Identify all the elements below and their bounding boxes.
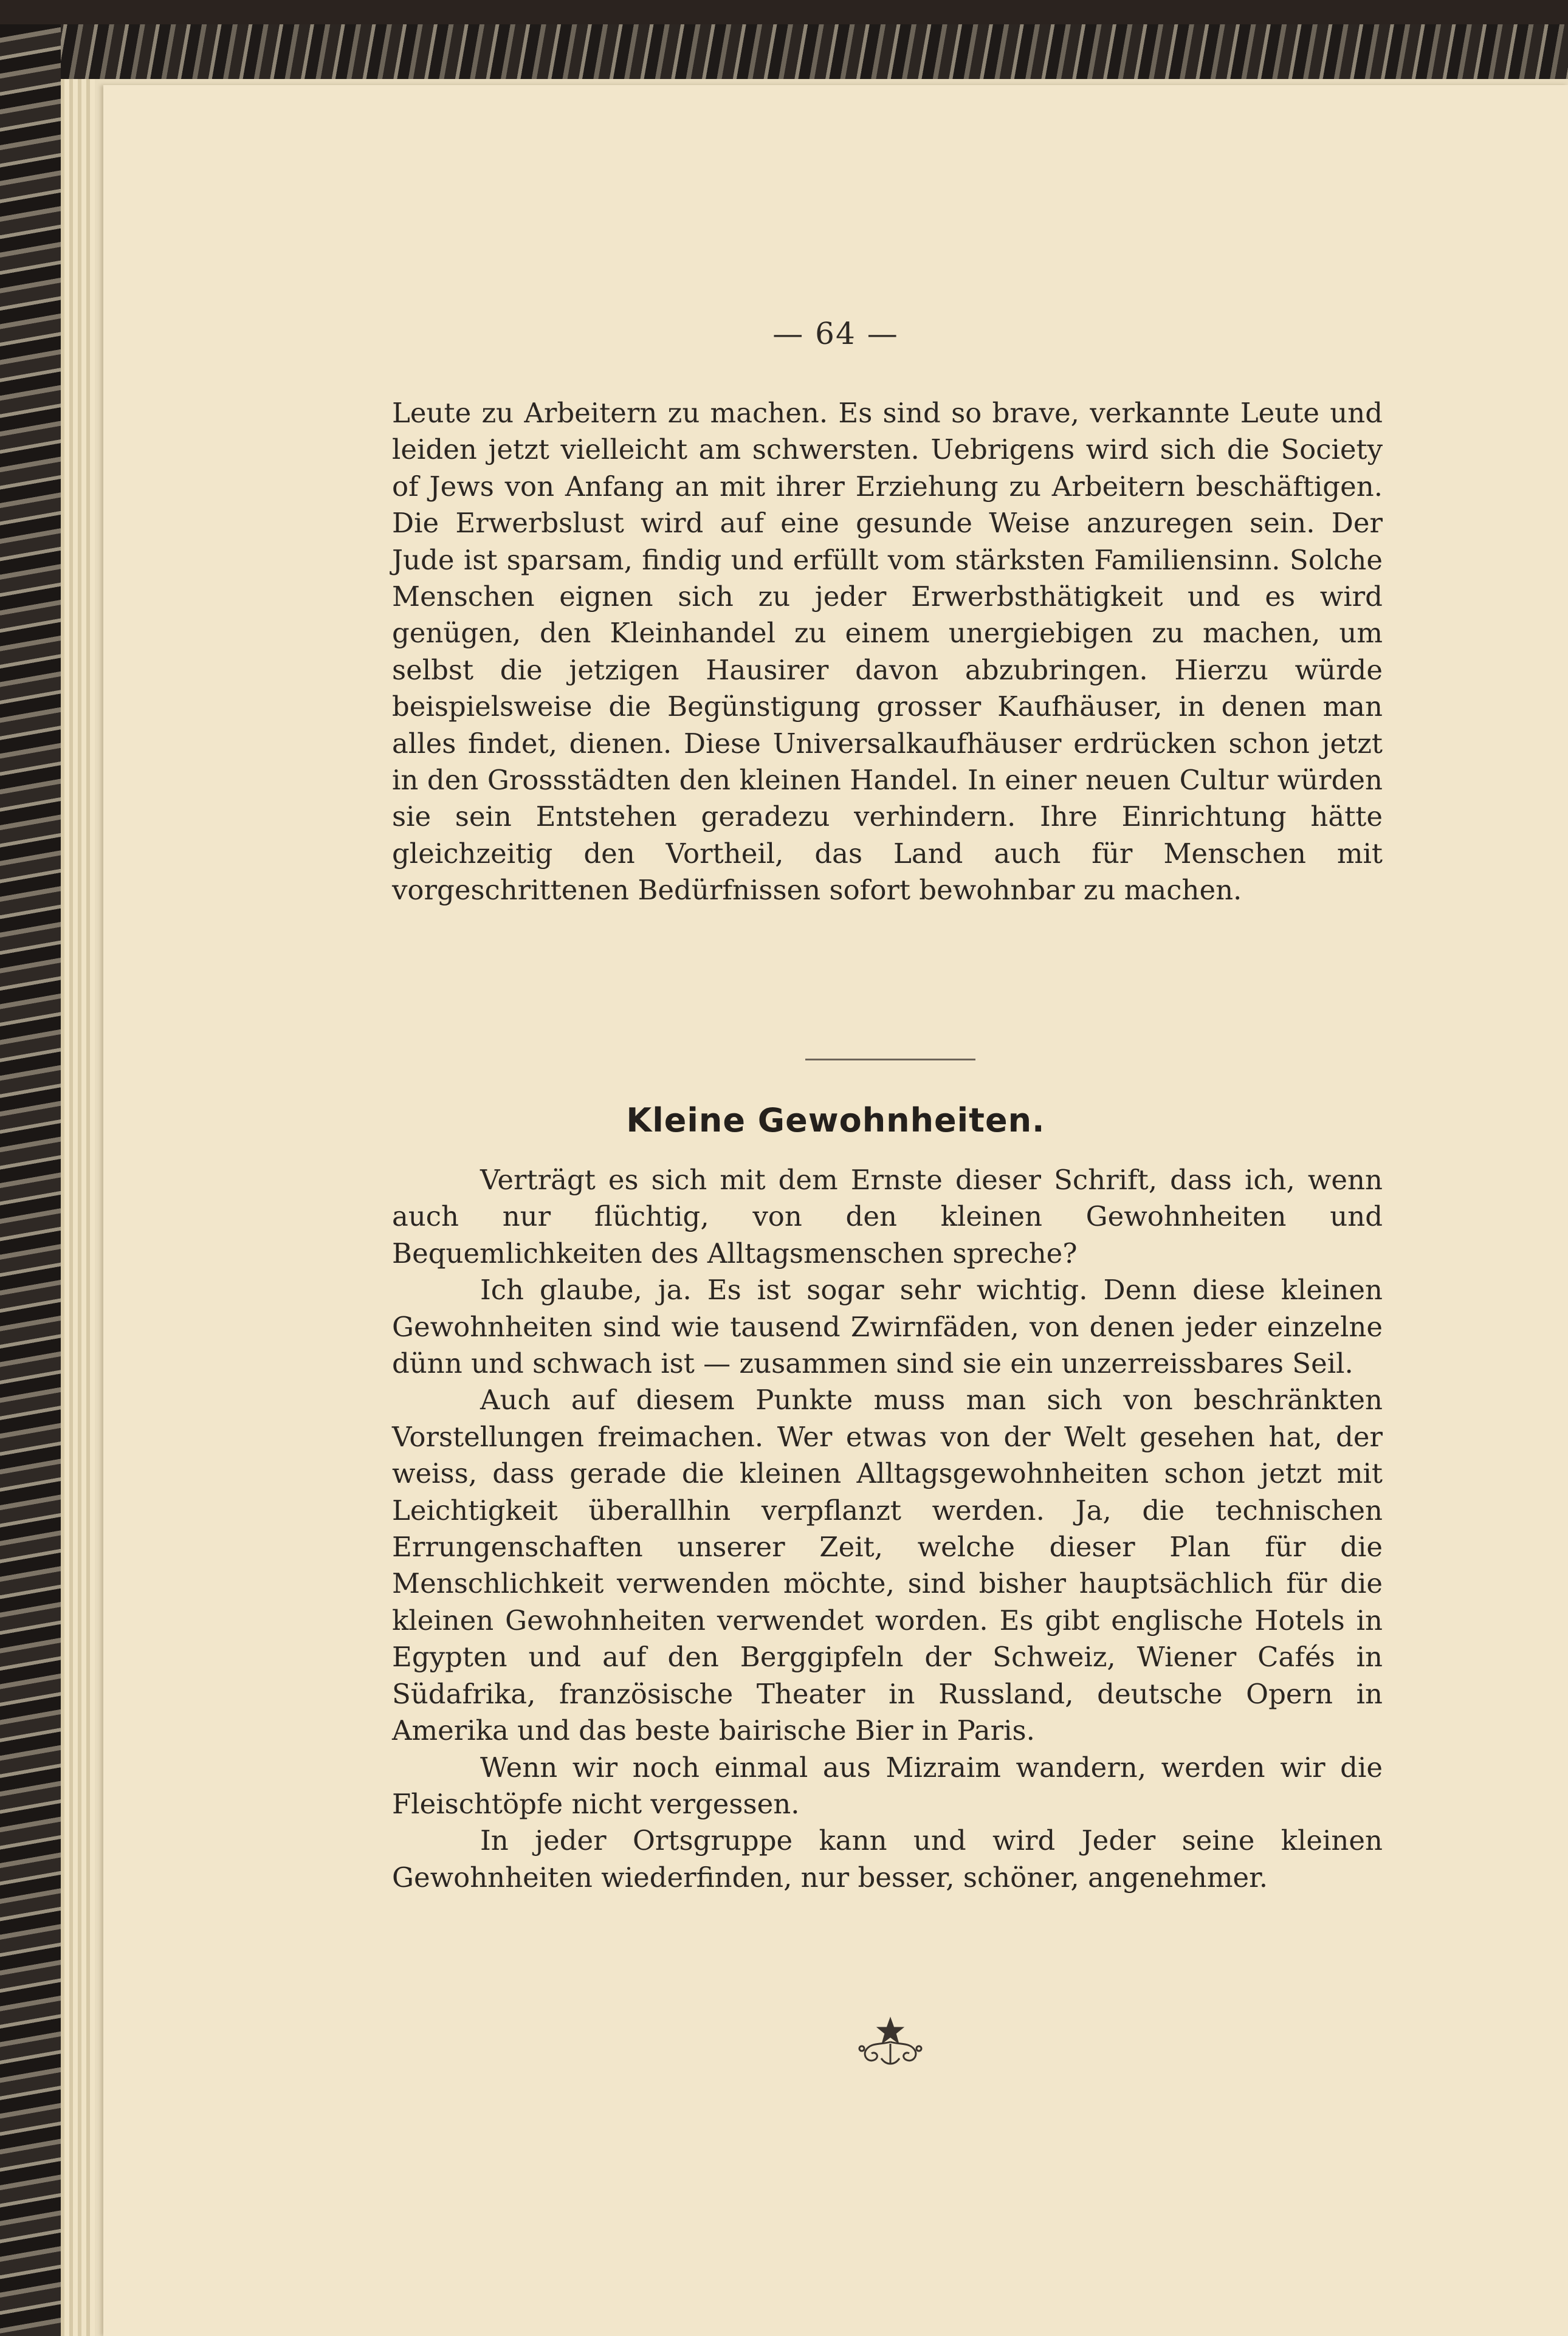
section-body [392, 1162, 1383, 1896]
section-paragraph: Ich glaube, ja. Es ist sogar sehr wichtig. Denn diese kleinen Gewohnheiten sind wie tausend Zwirnfäden, von denen jeder einzelne dünn und schwach ist — zusammen sind sie ein unzerreissbares Seil. [392, 1274, 1383, 1380]
marbled-cover-left [0, 24, 61, 2336]
section-divider [805, 1059, 975, 1060]
floral-ornament-icon [857, 2015, 924, 2069]
section-heading: Kleine Gewohnheiten. [626, 1101, 1045, 1139]
section-paragraph: Wenn wir noch einmal aus Mizraim wandern, werden wir die Fleischtöpfe nicht vergessen. [392, 1751, 1383, 1820]
section-paragraph: In jeder Ortsgruppe kann und wird Jeder seine kleinen Gewohnheiten wiederfinden, nur besser, schöner, angenehmer. [392, 1824, 1383, 1894]
section-paragraph: Verträgt es sich mit dem Ernste dieser Schrift, dass ich, wenn auch nur flüchtig, von den kleinen Gewohnheiten und Bequemlichkeiten des Alltagsmenschen spreche? [392, 1164, 1383, 1269]
section-paragraph: Auch auf diesem Punkte muss man sich von beschränkten Vorstellungen freimachen. Wer etwas von der Welt gesehen hat, der weiss, dass gerade die kleinen Alltagsgewohnheiten schon jetzt mit Leichtigkeit überallhin verpflanzt werden. Ja, die technischen Errungenschaften unserer Zeit, welche dieser Plan für die Menschlichkeit verwenden möchte, sind bisher hauptsächlich für die kleinen Gewohnheiten verwendet worden. Es gibt englische Hotels in Egypten und auf den Berggipfeln der Schweiz, Wiener Cafés in Südafrika, französische Theater in Russland, deutsche Opern in Amerika und das beste bairische Bier in Paris. [392, 1384, 1383, 1747]
intro-paragraph-text: Leute zu Arbeitern zu machen. Es sind so brave, verkannte Leute und leiden jetzt vielleicht am schwersten. Uebrigens wird sich die Society of Jews von Anfang an mit ihrer Erziehung zu Arbeitern beschäftigen. Die Erwerbslust wird auf eine gesunde Weise anzuregen sein. Der Jude ist sparsam, findig und erfüllt vom stärksten Familiensinn. Solche Menschen eignen sich zu jeder Erwerbsthätigkeit und es wird genügen, den Kleinhandel zu einem unergiebigen zu machen, um selbst die jetzigen Hausirer davon abzubringen. Hierzu würde beispielsweise die Begünstigung grosser Kaufhäuser, in denen man alles findet, dienen. Diese Universalkaufhäuser erdrücken schon jetzt in den Grossstädten den kleinen Handel. In einer neuen Cultur würden sie sein Entstehen geradezu verhindern. Ihre Einrichtung hätte gleichzeitig den Vortheil, das Land auch für Menschen mit vorgeschrittenen Bedürfnissen sofort bewohnbar zu machen. [392, 397, 1383, 907]
intro-paragraph [392, 395, 1383, 909]
book-page [103, 85, 1568, 2336]
page-number: — 64 — [772, 316, 899, 351]
